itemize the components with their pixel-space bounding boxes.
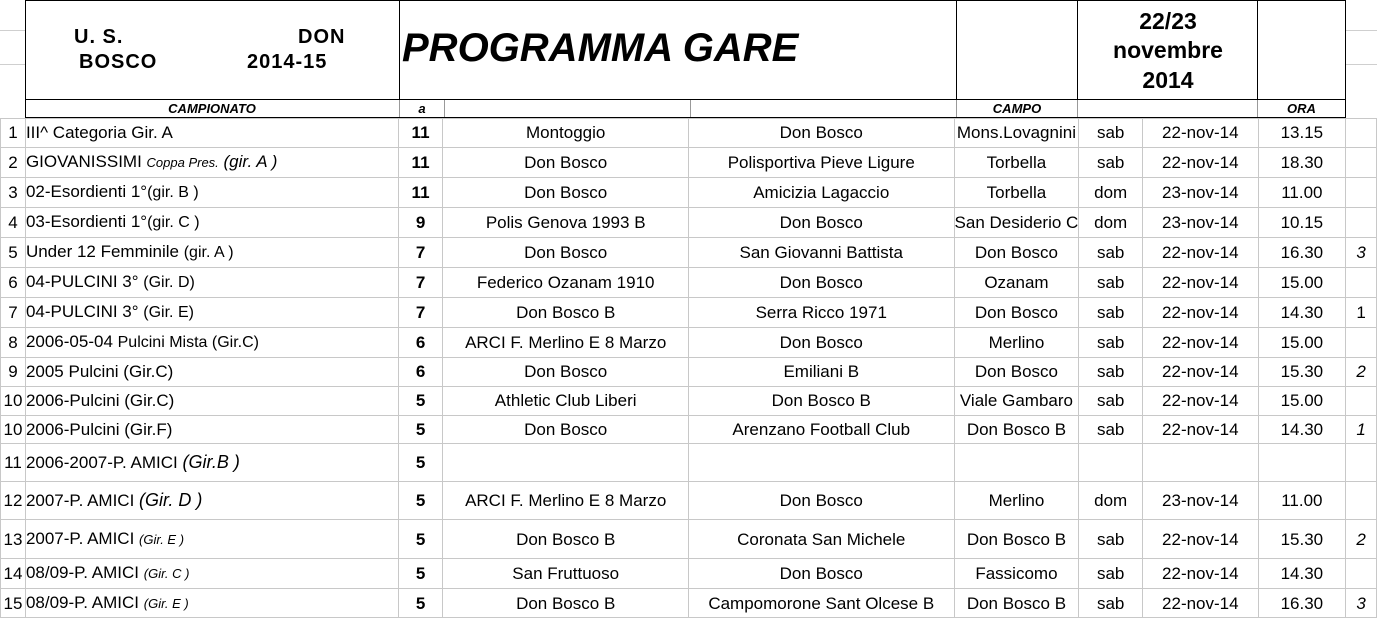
age-cell: 5 [398, 416, 443, 444]
grid-line [1346, 30, 1377, 31]
field-cell: Don Bosco B [954, 589, 1079, 618]
row-number: 10 [1, 416, 26, 444]
field-cell: Viale Gambaro [954, 387, 1079, 416]
field-cell [954, 444, 1079, 482]
day-cell: dom [1079, 178, 1143, 208]
home-team [443, 444, 689, 482]
category-name: 04-PULCINI 3° [25, 302, 144, 321]
row-number: 4 [1, 208, 26, 238]
note-cell: 2 [1346, 358, 1377, 387]
away-team: San Giovanni Battista [688, 238, 954, 268]
field-cell: Don Bosco [954, 298, 1079, 328]
category-group: (Gir. E ) [143, 596, 189, 611]
category-cell [25, 119, 398, 148]
category-name: 02-Esordienti 1° [25, 182, 148, 201]
table-row [1, 589, 1377, 618]
away-team: Serra Ricco 1971 [688, 298, 954, 328]
away-team: Don Bosco [688, 208, 954, 238]
category-name: 03-Esordienti 1° [25, 212, 148, 231]
home-team: Don Bosco [443, 358, 689, 387]
field-cell: Fassicomo [954, 559, 1079, 589]
note-cell [1346, 444, 1377, 482]
table-row [1, 328, 1377, 358]
table-row [1, 416, 1377, 444]
day-cell: sab [1079, 559, 1143, 589]
field-cell: Torbella [954, 148, 1079, 178]
time-cell: 15.30 [1258, 520, 1346, 559]
home-team: Federico Ozanam 1910 [443, 268, 689, 298]
day-cell: sab [1079, 358, 1143, 387]
sheet-header [0, 0, 1377, 118]
season: 2014-15 [247, 51, 328, 73]
age-cell: 5 [398, 444, 443, 482]
time-cell: 16.30 [1258, 589, 1346, 618]
club-name-line1: U. S. [74, 26, 124, 48]
note-cell: 1 [1346, 298, 1377, 328]
category-name: 2006-Pulcini (Gir.F) [25, 420, 173, 439]
divider [444, 100, 445, 117]
table-row [1, 148, 1377, 178]
time-cell [1258, 444, 1346, 482]
category-cell [25, 444, 398, 482]
age-cell: 6 [398, 358, 443, 387]
category-group: (Gir. E ) [139, 532, 185, 547]
category-name: 2005 Pulcini (Gir.C) [25, 362, 174, 381]
row-number: 15 [1, 589, 26, 618]
table-row [1, 387, 1377, 416]
club-name-line2: BOSCO [79, 51, 158, 73]
table-row [1, 208, 1377, 238]
category-name: 2007-P. AMICI [25, 491, 140, 510]
border-right [1345, 0, 1346, 118]
day-cell: sab [1079, 387, 1143, 416]
category-group: (Gir. D ) [139, 490, 203, 510]
day-cell [1079, 444, 1143, 482]
date-cell: 22-nov-14 [1143, 298, 1259, 328]
time-cell: 14.30 [1258, 298, 1346, 328]
category-group: (Gir. C ) [143, 566, 190, 581]
note-cell [1346, 268, 1377, 298]
page-title: PROGRAMMA GARE [402, 26, 799, 70]
away-team: Coronata San Michele [688, 520, 954, 559]
divider [399, 0, 400, 100]
home-team: Don Bosco [443, 178, 689, 208]
category-name: Under 12 Femminile [25, 242, 184, 261]
away-team: Don Bosco [688, 328, 954, 358]
time-cell: 10.15 [1258, 208, 1346, 238]
fixtures-table [0, 118, 1377, 618]
date-cell: 22-nov-14 [1143, 416, 1259, 444]
home-team: Don Bosco B [443, 589, 689, 618]
time-cell: 15.00 [1258, 328, 1346, 358]
category-name: 04-PULCINI 3° [25, 272, 144, 291]
category-cell [25, 268, 398, 298]
col-header-ora: ORA [1287, 101, 1316, 116]
table-row [1, 482, 1377, 520]
time-cell: 16.30 [1258, 238, 1346, 268]
time-cell: 14.30 [1258, 559, 1346, 589]
date-cell: 22-nov-14 [1143, 328, 1259, 358]
note-cell [1346, 148, 1377, 178]
home-team: ARCI F. Merlino E 8 Marzo [443, 328, 689, 358]
row-number: 6 [1, 268, 26, 298]
note-cell [1346, 119, 1377, 148]
home-team: Montoggio [443, 119, 689, 148]
row-number: 3 [1, 178, 26, 208]
category-cell [25, 148, 398, 178]
table-row [1, 520, 1377, 559]
category-group: Pulcini Mista (Gir.C) [117, 334, 259, 351]
row-number: 14 [1, 559, 26, 589]
date-cell: 23-nov-14 [1143, 208, 1259, 238]
home-team: Athletic Club Liberi [443, 387, 689, 416]
date-cell: 22-nov-14 [1143, 520, 1259, 559]
divider [956, 0, 957, 100]
divider [690, 100, 691, 117]
field-cell: Merlino [954, 328, 1079, 358]
note-cell [1346, 559, 1377, 589]
home-team: Don Bosco B [443, 298, 689, 328]
category-name: 2006-05-04 [25, 332, 118, 351]
day-cell: dom [1079, 482, 1143, 520]
note-cell: 1 [1346, 416, 1377, 444]
table-row [1, 268, 1377, 298]
away-team: Amicizia Lagaccio [688, 178, 954, 208]
note-cell: 3 [1346, 238, 1377, 268]
age-cell: 5 [398, 589, 443, 618]
date-cell: 22-nov-14 [1143, 268, 1259, 298]
home-team: Don Bosco [443, 416, 689, 444]
note-cell [1346, 387, 1377, 416]
age-cell: 7 [398, 298, 443, 328]
age-cell: 5 [398, 520, 443, 559]
age-cell: 6 [398, 328, 443, 358]
time-cell: 15.00 [1258, 268, 1346, 298]
day-cell: sab [1079, 238, 1143, 268]
time-cell: 14.30 [1258, 416, 1346, 444]
away-team: Arenzano Football Club [688, 416, 954, 444]
date-cell: 22-nov-14 [1143, 559, 1259, 589]
time-cell: 13.15 [1258, 119, 1346, 148]
table-row [1, 238, 1377, 268]
away-team: Polisportiva Pieve Ligure [688, 148, 954, 178]
field-cell: Merlino [954, 482, 1079, 520]
table-row [1, 358, 1377, 387]
age-cell: 9 [398, 208, 443, 238]
date-cell [1143, 444, 1259, 482]
category-cell [25, 328, 398, 358]
category-group: (Gir. D) [143, 274, 195, 291]
time-cell: 11.00 [1258, 178, 1346, 208]
category-name: GIOVANISSIMI [25, 152, 147, 171]
border-top [25, 0, 1346, 1]
away-team: Campomorone Sant Olcese B [688, 589, 954, 618]
field-cell: San Desiderio C [954, 208, 1079, 238]
row-number: 1 [1, 119, 26, 148]
time-cell: 11.00 [1258, 482, 1346, 520]
away-team: Emiliani B [688, 358, 954, 387]
note-cell: 3 [1346, 589, 1377, 618]
date-cell: 22-nov-14 [1143, 119, 1259, 148]
day-cell: sab [1079, 298, 1143, 328]
category-cell [25, 387, 398, 416]
row-number: 2 [1, 148, 26, 178]
day-cell: sab [1079, 416, 1143, 444]
category-group: (gir. A ) [183, 244, 234, 261]
away-team: Don Bosco B [688, 387, 954, 416]
home-team: San Fruttuoso [443, 559, 689, 589]
field-cell: Don Bosco B [954, 416, 1079, 444]
home-team: ARCI F. Merlino E 8 Marzo [443, 482, 689, 520]
home-team: Don Bosco [443, 148, 689, 178]
age-cell: 5 [398, 559, 443, 589]
category-cell [25, 482, 398, 520]
grid-line [1346, 64, 1377, 65]
category-cell [25, 208, 398, 238]
date-cell: 23-nov-14 [1143, 482, 1259, 520]
home-team: Don Bosco [443, 238, 689, 268]
field-cell: Don Bosco [954, 358, 1079, 387]
date-cell: 22-nov-14 [1143, 238, 1259, 268]
note-cell: 2 [1346, 520, 1377, 559]
category-group: (Gir.B ) [182, 452, 240, 472]
category-cell [25, 559, 398, 589]
row-number: 7 [1, 298, 26, 328]
category-cell [25, 358, 398, 387]
date-line2: novembre [1113, 37, 1223, 63]
club-name-line1b: DON [298, 26, 346, 48]
day-cell: dom [1079, 208, 1143, 238]
grid-line [0, 30, 25, 31]
date-line1: 22/23 [1139, 8, 1197, 34]
time-cell: 15.30 [1258, 358, 1346, 387]
date-cell: 22-nov-14 [1143, 589, 1259, 618]
table-row [1, 444, 1377, 482]
table-row [1, 178, 1377, 208]
date-cell: 22-nov-14 [1143, 387, 1259, 416]
category-cell [25, 416, 398, 444]
category-cell [25, 238, 398, 268]
time-cell: 15.00 [1258, 387, 1346, 416]
away-team [688, 444, 954, 482]
age-cell: 11 [398, 148, 443, 178]
row-number: 12 [1, 482, 26, 520]
col-header-campo: CAMPO [992, 101, 1042, 116]
category-cell [25, 178, 398, 208]
table-row [1, 559, 1377, 589]
category-name: 08/09-P. AMICI [25, 593, 144, 612]
away-team: Don Bosco [688, 482, 954, 520]
day-cell: sab [1079, 268, 1143, 298]
row-number: 13 [1, 520, 26, 559]
age-cell: 11 [398, 119, 443, 148]
note-cell [1346, 328, 1377, 358]
category-group: (gir. B ) [147, 184, 199, 201]
away-team: Don Bosco [688, 119, 954, 148]
category-name: 2006-2007-P. AMICI [25, 453, 183, 472]
category-cell [25, 298, 398, 328]
day-cell: sab [1079, 148, 1143, 178]
note-cell [1346, 482, 1377, 520]
row-number: 9 [1, 358, 26, 387]
category-cell [25, 589, 398, 618]
age-cell: 7 [398, 238, 443, 268]
table-row [1, 119, 1377, 148]
day-cell: sab [1079, 589, 1143, 618]
home-team: Don Bosco B [443, 520, 689, 559]
day-cell: sab [1079, 328, 1143, 358]
date-cell: 23-nov-14 [1143, 178, 1259, 208]
col-header-campionato: CAMPIONATO [168, 101, 256, 116]
day-cell: sab [1079, 119, 1143, 148]
age-cell: 11 [398, 178, 443, 208]
date-cell: 22-nov-14 [1143, 358, 1259, 387]
field-cell: Don Bosco [954, 238, 1079, 268]
field-cell: Don Bosco B [954, 520, 1079, 559]
date-cell: 22-nov-14 [1143, 148, 1259, 178]
category-group: (Gir. E) [143, 304, 194, 321]
row-number: 10 [1, 387, 26, 416]
note-cell [1346, 208, 1377, 238]
away-team: Don Bosco [688, 268, 954, 298]
age-cell: 7 [398, 268, 443, 298]
category-name: 2006-Pulcini (Gir.C) [25, 391, 175, 410]
category-name: 2007-P. AMICI [25, 529, 140, 548]
col-header-a: a [418, 101, 426, 116]
home-team: Polis Genova 1993 B [443, 208, 689, 238]
category-group: Coppa Pres. [146, 155, 219, 170]
row-number: 11 [1, 444, 26, 482]
note-cell [1346, 178, 1377, 208]
age-cell: 5 [398, 387, 443, 416]
age-cell: 5 [398, 482, 443, 520]
field-cell: Torbella [954, 178, 1079, 208]
grid-line [0, 64, 25, 65]
divider [1077, 100, 1078, 117]
away-team: Don Bosco [688, 559, 954, 589]
time-cell: 18.30 [1258, 148, 1346, 178]
table-row [1, 298, 1377, 328]
day-cell: sab [1079, 520, 1143, 559]
category-name: 08/09-P. AMICI [25, 563, 144, 582]
category-group: (gir. C ) [147, 214, 200, 231]
row-number: 5 [1, 238, 26, 268]
category-group: (gir. A ) [218, 152, 278, 171]
category-cell [25, 520, 398, 559]
field-cell: Mons.Lovagnini [954, 119, 1079, 148]
field-cell: Ozanam [954, 268, 1079, 298]
date-line3: 2014 [1142, 67, 1194, 93]
row-number: 8 [1, 328, 26, 358]
category-name: III^ Categoria Gir. A [25, 123, 173, 142]
